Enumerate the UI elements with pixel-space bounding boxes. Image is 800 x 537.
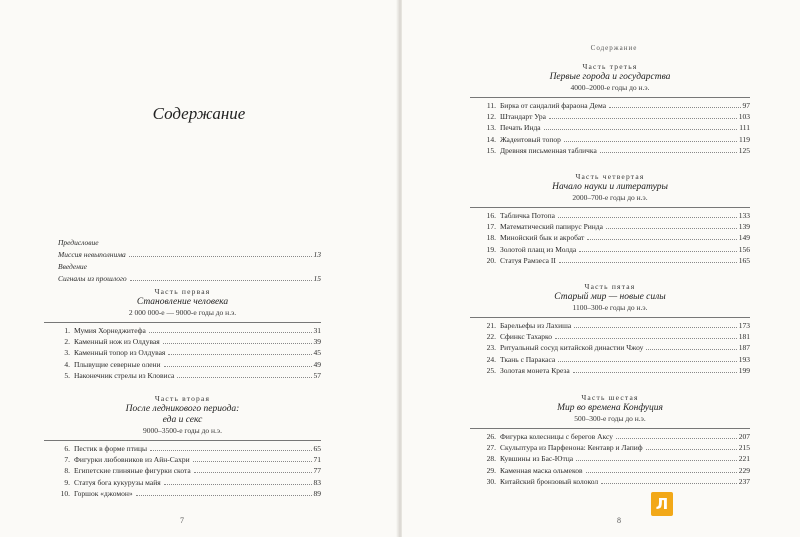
dot-leader: [177, 377, 311, 378]
entry-name: Математический папирус Ринда: [500, 222, 603, 232]
entry-name: Минойский бык и акробат: [500, 233, 585, 243]
toc-entry[interactable]: [44, 477, 321, 488]
entry-page: 149: [738, 233, 750, 243]
toc-entry[interactable]: [470, 255, 750, 266]
page-number: 8: [617, 516, 621, 525]
dot-leader: [164, 484, 312, 485]
entry-number: 14.: [486, 134, 496, 144]
part-section: [470, 172, 750, 266]
intro-heading-preface: Предисловие: [58, 238, 99, 247]
entry-page: 221: [738, 454, 750, 464]
dot-leader: [558, 361, 737, 362]
entry-name: Сигналы из прошлого: [58, 274, 127, 283]
entry-number: 12.: [486, 112, 496, 122]
dot-leader: [149, 332, 312, 333]
part-label: Часть первая: [154, 287, 211, 296]
entry-name: Ритуальный сосуд китайской династии Чжоу: [500, 343, 644, 353]
toc-entry[interactable]: [470, 476, 750, 487]
entry-name: Наконечник стрелы из Кловиса: [74, 370, 175, 380]
part-title-line: еда и секс: [162, 415, 203, 425]
entry-name: Горшок «джомон»: [74, 488, 133, 498]
entry-number: 17.: [486, 222, 496, 232]
entry-name: Штандарт Ура: [500, 112, 546, 122]
running-head: Содержание: [590, 44, 638, 52]
toc-entry[interactable]: [44, 465, 321, 476]
entry-name: Барельефы из Лахиша: [500, 321, 572, 330]
part-section: [44, 287, 321, 381]
entry-name: Ткань с Паракаса: [500, 354, 556, 364]
toc-entry[interactable]: [470, 100, 750, 111]
entry-number: 5.: [64, 370, 70, 380]
entry-number: 28.: [486, 454, 496, 464]
entry-name: Древняя письменная табличка: [500, 145, 597, 155]
entry-number: 1.: [64, 326, 70, 335]
dot-leader: [601, 483, 737, 484]
entry-number: 20.: [486, 255, 496, 265]
intro-block: [58, 237, 321, 285]
entry-page: 39: [313, 337, 321, 347]
entry-number: 4.: [64, 359, 70, 369]
entry-page: 83: [313, 477, 321, 487]
dot-leader: [544, 129, 738, 130]
dot-leader: [606, 228, 737, 229]
dot-leader: [194, 472, 312, 473]
entry-number: 30.: [486, 476, 496, 486]
toc-entry[interactable]: [470, 210, 750, 221]
toc-entry[interactable]: [44, 359, 321, 370]
toc-entry[interactable]: [44, 347, 321, 358]
entry-number: 13.: [486, 123, 496, 133]
entry-page: 65: [313, 444, 321, 453]
entry-number: 21.: [486, 321, 496, 330]
dot-leader: [579, 251, 737, 252]
entry-page: 71: [313, 455, 321, 465]
entry-number: 11.: [486, 101, 496, 110]
part-title-line: Мир во времена Конфуция: [557, 403, 663, 413]
entry-number: 10.: [60, 488, 70, 498]
dot-leader: [587, 239, 736, 240]
entry-name: Каменный топор из Олдувая: [74, 348, 166, 358]
toc-entry[interactable]: [470, 244, 750, 255]
dot-leader: [586, 472, 737, 473]
dot-leader: [559, 262, 737, 263]
part-dates: 1100–300-е годы до н.э.: [572, 303, 648, 312]
divider: [470, 97, 750, 98]
entry-page: 89: [313, 488, 321, 498]
publisher-logo-icon: Л: [651, 492, 673, 516]
dot-leader: [558, 217, 737, 218]
entry-page: 77: [313, 466, 321, 476]
part-section: [470, 393, 750, 487]
entry-page: 193: [738, 354, 750, 364]
dot-leader: [163, 343, 312, 344]
toc-entry[interactable]: [44, 325, 321, 336]
entry-page: 49: [313, 359, 321, 369]
toc-entry[interactable]: [44, 488, 321, 499]
entry-page: 187: [738, 343, 750, 353]
divider: [44, 440, 321, 441]
entry-page: 237: [738, 476, 750, 486]
dot-leader: [129, 256, 312, 257]
dot-leader: [609, 107, 740, 108]
part-title-line: Первые города и государства: [549, 72, 671, 82]
dot-leader: [164, 366, 312, 367]
part-title-line: После ледникового периода:: [125, 404, 240, 414]
page-title: Содержание: [152, 104, 246, 123]
entry-number: 18.: [486, 233, 496, 243]
entry-name: Золотой плащ из Молда: [500, 244, 577, 254]
entry-number: 16.: [486, 211, 496, 220]
entry-number: 24.: [486, 354, 496, 364]
entry-name: Каменная маска ольмеков: [500, 465, 583, 475]
entry-name: Плывущие северные олени: [74, 359, 161, 369]
entry-number: 23.: [486, 343, 496, 353]
entry-name: Печать Инда: [500, 123, 541, 133]
part-dates: 500–300-е годы до н.э.: [574, 414, 646, 423]
toc-entry[interactable]: [470, 431, 750, 442]
entry-page: 133: [738, 211, 750, 220]
intro-entry-mission[interactable]: [58, 249, 321, 261]
part-section: [44, 394, 321, 499]
toc-entry[interactable]: [44, 336, 321, 347]
entry-page: 13: [313, 250, 321, 259]
toc-entry[interactable]: [470, 342, 750, 353]
dot-leader: [616, 438, 737, 439]
dot-leader: [136, 495, 312, 496]
toc-entry[interactable]: [470, 232, 750, 243]
entry-number: 19.: [486, 244, 496, 254]
entry-name: Сфинкс Тахарко: [500, 332, 553, 342]
part-label: Часть третья: [582, 62, 638, 71]
toc-entry[interactable]: [44, 454, 321, 465]
toc-entry[interactable]: [470, 221, 750, 232]
entry-number: 6.: [64, 444, 70, 453]
dot-leader: [646, 349, 736, 350]
entry-number: 22.: [486, 332, 496, 342]
entry-page: 103: [738, 112, 750, 122]
page-number: 7: [180, 516, 184, 525]
entry-page: 207: [738, 432, 750, 441]
entry-name: Статуя бога кукурузы майя: [74, 477, 161, 487]
dot-leader: [600, 152, 737, 153]
entry-name: Кувшины из Бас-Ютца: [500, 454, 574, 464]
part-dates: 2000–700-е годы до н.э.: [572, 193, 648, 202]
toc-entry[interactable]: [470, 122, 750, 133]
entry-page: 125: [738, 145, 750, 155]
part-title-line: Старый мир — новые силы: [554, 292, 666, 302]
dot-leader: [564, 141, 737, 142]
entry-name: Золотая монета Креза: [500, 365, 570, 375]
entry-page: 229: [738, 465, 750, 475]
entry-number: 2.: [64, 337, 70, 347]
entry-number: 3.: [64, 348, 70, 358]
part-dates: 2 000 000-е — 9000-е годы до н.э.: [128, 308, 237, 317]
toc-entry[interactable]: [470, 145, 750, 156]
entry-page: 57: [313, 370, 321, 380]
entry-page: 139: [738, 222, 750, 232]
divider: [44, 322, 321, 323]
entry-name: Фигурки любовников из Айн-Сахри: [74, 455, 190, 465]
toc-entry[interactable]: [470, 320, 750, 331]
toc-entry[interactable]: [44, 443, 321, 454]
intro-heading-introduction: Введение: [58, 262, 87, 271]
toc-entry[interactable]: [470, 134, 750, 145]
dot-leader: [168, 354, 311, 355]
entry-page: 119: [739, 134, 750, 144]
dot-leader: [646, 449, 737, 450]
dot-leader: [574, 327, 737, 328]
entry-number: 26.: [486, 432, 496, 441]
toc-entry[interactable]: [470, 365, 750, 376]
left-page: [0, 0, 398, 537]
entry-name: Жадеитовый топор: [500, 134, 561, 144]
entry-page: 215: [738, 443, 750, 453]
entry-number: 8.: [64, 466, 70, 476]
entry-name: Египетские глиняные фигурки скота: [74, 466, 191, 476]
entry-name: Каменный нож из Олдувая: [74, 337, 160, 347]
dot-leader: [573, 372, 737, 373]
part-label: Часть четвертая: [575, 172, 645, 181]
part-title-line: Становление человека: [136, 297, 229, 307]
toc-entry[interactable]: [470, 442, 750, 453]
divider: [470, 317, 750, 318]
dot-leader: [193, 461, 312, 462]
entry-page: 45: [313, 348, 321, 358]
entry-page: 165: [738, 255, 750, 265]
entry-name: Мумия Хорнеджитефа: [74, 326, 146, 335]
entry-page: 156: [738, 244, 750, 254]
entry-page: 97: [742, 101, 750, 110]
entry-name: Скульптура из Парфенона: Кентавр и Лапиф: [500, 443, 643, 453]
part-section: [470, 62, 750, 156]
entry-number: 9.: [64, 477, 70, 487]
toc-entry[interactable]: [470, 453, 750, 464]
entry-name: Бирка от сандалий фараона Дема: [500, 101, 607, 110]
entry-name: Фигурка колесницы с берегов Аксу: [500, 432, 613, 441]
toc-entry[interactable]: [470, 354, 750, 365]
intro-entry-signals[interactable]: [58, 273, 321, 285]
dot-leader: [130, 280, 312, 281]
entry-name: Китайский бронзовый колокол: [500, 476, 599, 486]
part-dates: 4000–2000-е годы до н.э.: [570, 83, 650, 92]
toc-entry[interactable]: [470, 465, 750, 476]
entry-number: 25.: [486, 365, 496, 375]
toc-entry[interactable]: [44, 370, 321, 381]
entry-page: 199: [738, 365, 750, 375]
toc-entry[interactable]: [470, 111, 750, 122]
part-label: Часть шестая: [581, 393, 639, 402]
part-section: [470, 282, 750, 376]
part-dates: 9000–3500-е годы до н.э.: [142, 426, 223, 435]
entry-page: 15: [313, 274, 321, 283]
right-page: [402, 0, 800, 537]
part-label: Часть пятая: [584, 282, 636, 291]
divider: [470, 207, 750, 208]
entry-page: 181: [738, 332, 750, 342]
entry-page: 173: [738, 321, 750, 330]
dot-leader: [555, 338, 737, 339]
entry-number: 27.: [486, 443, 496, 453]
entry-name: Миссия невыполнима: [58, 250, 126, 259]
dot-leader: [150, 450, 311, 451]
part-title-line: Начало науки и литературы: [552, 182, 668, 192]
entry-name: Статуя Рамзеса II: [500, 255, 556, 265]
entry-name: Табличка Потопа: [500, 211, 555, 220]
entry-page: 31: [313, 326, 321, 335]
entry-page: 111: [739, 123, 750, 133]
toc-entry[interactable]: [470, 331, 750, 342]
dot-leader: [576, 460, 737, 461]
divider: [470, 428, 750, 429]
entry-name: Пестик в форме птицы: [74, 444, 148, 453]
entry-number: 7.: [64, 455, 70, 465]
part-label: Часть вторая: [154, 394, 211, 403]
entry-number: 29.: [486, 465, 496, 475]
entry-number: 15.: [486, 145, 496, 155]
dot-leader: [549, 118, 737, 119]
